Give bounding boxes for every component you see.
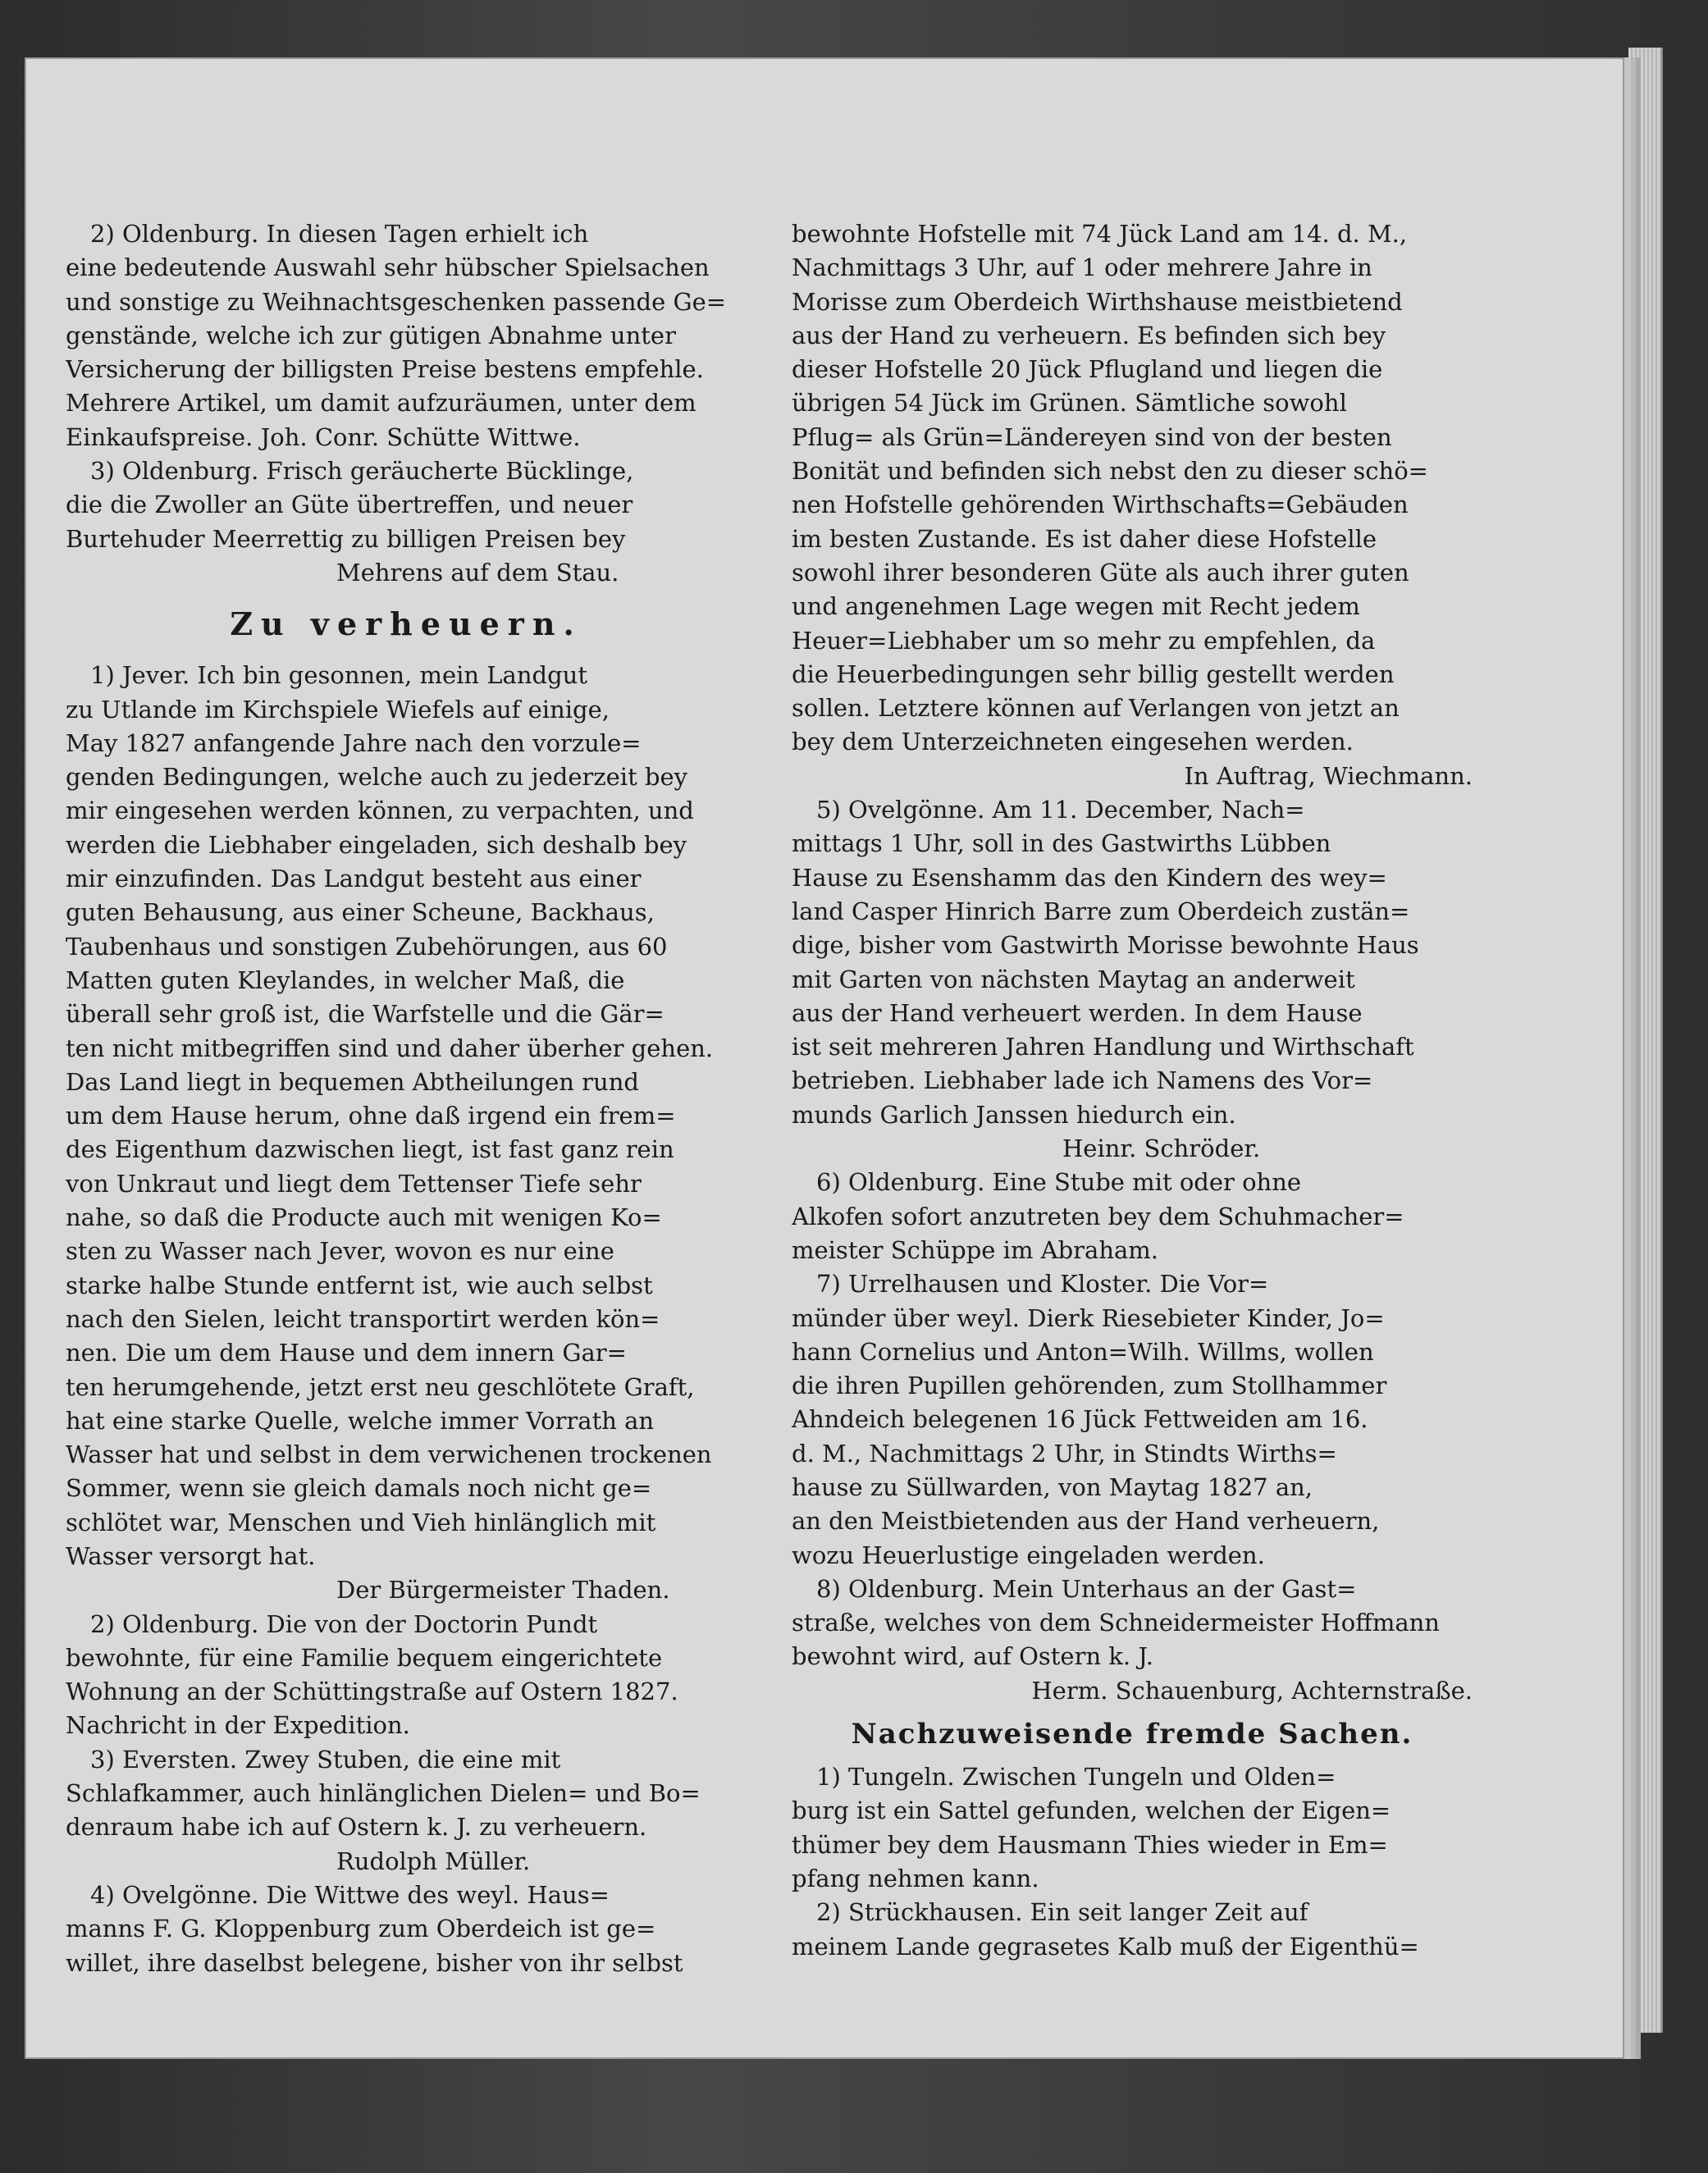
text-line: übrigen 54 Jück im Grünen. Sämtliche sowohl [792, 389, 1347, 418]
text-line: sowohl ihrer besonderen Güte als auch ihrer guten [792, 558, 1409, 587]
text-line: 5) Ovelgönne. Am 11. December, Nach= [816, 796, 1305, 824]
text-line: zu Utlande im Kirchspiele Wiefels auf einige, [66, 695, 610, 724]
text-line: sollen. Letztere können auf Verlangen von jetzt an [792, 694, 1400, 723]
text-line: bewohnte, für eine Familie bequem eingerichtete [66, 1643, 663, 1672]
text-line: Heuer=Liebhaber um so mehr zu empfehlen, da [792, 626, 1376, 655]
text-line: ten nicht mitbegriffen sind und daher überher gehen. [66, 1034, 714, 1062]
text-line: thümer bey dem Hausmann Thies wieder in Em= [792, 1830, 1388, 1859]
text-line: guten Behausung, aus einer Scheune, Backhaus, [66, 898, 655, 927]
text-line: mir einzufinden. Das Landgut besteht aus einer [66, 865, 642, 893]
text-line: des Eigenthum dazwischen liegt, ist fast ganz rein [66, 1135, 674, 1164]
text-line: an den Meistbietenden aus der Hand verheuern, [792, 1507, 1380, 1536]
text-line: aus der Hand verheuert werden. In dem Hause [792, 998, 1363, 1027]
text-line: Wasser hat und selbst in dem verwichenen trockenen [66, 1440, 712, 1469]
text-line: eine bedeutende Auswahl sehr hübscher Spielsachen [66, 253, 710, 282]
text-line: starke halbe Stunde entfernt ist, wie auch selbst [66, 1271, 653, 1299]
text-line: mittags 1 Uhr, soll in des Gastwirths Lübben [792, 829, 1331, 858]
text-line: nen. Die um dem Hause und dem innern Gar= [66, 1339, 627, 1367]
text-line: dieser Hofstelle 20 Jück Pflugland und liegen die [792, 355, 1383, 384]
text-line: Der Bürgermeister Thaden. [336, 1576, 670, 1605]
text-line: Schlafkammer, auch hinlänglichen Dielen= und Bo= [66, 1779, 701, 1808]
text-line: 3) Eversten. Zwey Stuben, die eine mit [90, 1745, 561, 1774]
text-line: straße, welches von dem Schneidermeister Hoffmann [792, 1609, 1440, 1637]
text-line: überall sehr groß ist, die Warfstelle und die Gär= [66, 1000, 664, 1029]
text-line: Das Land liegt in bequemen Abtheilungen rund [66, 1067, 639, 1096]
text-line: willet, ihre daselbst belegene, bisher von ihr selbst [66, 1948, 683, 1977]
text-line: Wohnung an der Schüttingstraße auf Ostern 1827. [66, 1678, 678, 1706]
text-line: 2) Oldenburg. In diesen Tagen erhielt ich [90, 220, 589, 248]
text-line: 7) Urrelhausen und Kloster. Die Vor= [816, 1270, 1269, 1299]
text-line: Pflug= als Grün=Ländereyen sind von der besten [792, 422, 1392, 451]
section-heading: Nachzuweisende fremde Sachen. [851, 1718, 1413, 1751]
text-line: schlötet war, Menschen und Vieh hinlänglich mit [66, 1508, 656, 1536]
text-line: genstände, welche ich zur gütigen Abnahme unter [66, 321, 676, 349]
text-line: ten herumgehende, jetzt erst neu geschlötete Graft, [66, 1372, 695, 1401]
text-line: Herm. Schauenburg, Achternstraße. [1031, 1676, 1473, 1705]
text-line: Morisse zum Oberdeich Wirthshause meistbietend [792, 287, 1403, 316]
text-line: bewohnte Hofstelle mit 74 Jück Land am 14. d. M., [792, 220, 1408, 248]
text-line: aus der Hand zu verheuern. Es befinden sich bey [792, 321, 1386, 349]
text-line: hause zu Süllwarden, von Maytag 1827 an, [792, 1472, 1313, 1501]
text-line: munds Garlich Janssen hiedurch ein. [792, 1100, 1236, 1129]
text-line: wozu Heuerlustige eingeladen werden. [792, 1541, 1265, 1569]
text-line: ist seit mehreren Jahren Handlung und Wirthschaft [792, 1033, 1414, 1061]
text-line: Wasser versorgt hat. [66, 1541, 316, 1570]
text-line: münder über weyl. Dierk Riesebieter Kinder, Jo= [792, 1303, 1385, 1332]
text-line: Einkaufspreise. Joh. Conr. Schütte Wittwe. [66, 422, 581, 451]
text-line: Matten guten Kleylandes, in welcher Maß, die [66, 966, 625, 994]
text-line: 4) Ovelgönne. Die Wittwe des weyl. Haus= [90, 1880, 610, 1909]
text-line: Taubenhaus und sonstigen Zubehörungen, aus 60 [66, 932, 668, 961]
page-edge [1628, 48, 1661, 2033]
text-line: Mehrens auf dem Stau. [336, 558, 619, 587]
text-line: May 1827 anfangende Jahre nach den vorzule= [66, 728, 642, 757]
text-line: 2) Oldenburg. Die von der Doctorin Pundt [90, 1609, 598, 1638]
text-line: Bonität und befinden sich nebst den zu dieser schö= [792, 457, 1428, 486]
text-line: nahe, so daß die Producte auch mit wenigen Ko= [66, 1203, 662, 1232]
text-line: betrieben. Liebhaber lade ich Namens des Vor= [792, 1066, 1373, 1095]
text-line: bey dem Unterzeichneten eingesehen werden. [792, 728, 1354, 756]
text-line: manns F. G. Kloppenburg zum Oberdeich ist ge= [66, 1915, 656, 1943]
right-column [792, 217, 1473, 1964]
text-line: pfang nehmen kann. [792, 1864, 1039, 1892]
text-line: denraum habe ich auf Ostern k. J. zu verheuern. [66, 1813, 647, 1842]
text-line: dige, bisher vom Gastwirth Morisse bewohnte Haus [792, 931, 1419, 960]
text-line: mit Garten von nächsten Maytag an anderweit [792, 965, 1355, 993]
text-line: sten zu Wasser nach Jever, wovon es nur eine [66, 1237, 614, 1266]
section-heading: Zu verheuern. [230, 605, 582, 643]
text-line: Heinr. Schröder. [1062, 1134, 1261, 1163]
text-line: Hause zu Esenshamm das den Kindern des wey= [792, 863, 1387, 892]
text-line: 8) Oldenburg. Mein Unterhaus an der Gast= [816, 1574, 1357, 1603]
text-line: 3) Oldenburg. Frisch geräucherte Bücklinge, [90, 457, 634, 486]
text-line: die ihren Pupillen gehörenden, zum Stollhammer [792, 1372, 1387, 1400]
text-line: die Heuerbedingungen sehr billig gestellt werden [792, 660, 1395, 688]
text-line: die die Zwoller an Güte übertreffen, und neuer [66, 491, 633, 519]
text-line: Rudolph Müller. [336, 1847, 531, 1875]
text-line: 1) Jever. Ich bin gesonnen, mein Landgut [90, 661, 587, 690]
text-line: land Casper Hinrich Barre zum Oberdeich zustän= [792, 897, 1410, 925]
text-line: von Unkraut und liegt dem Tettenser Tiefe sehr [66, 1169, 642, 1198]
text-line: 1) Tungeln. Zwischen Tungeln und Olden= [816, 1763, 1336, 1792]
text-line: Alkofen sofort anzutreten bey dem Schuhmacher= [792, 1202, 1404, 1230]
text-line: Nachmittags 3 Uhr, auf 1 oder mehrere Jahre in [792, 253, 1372, 282]
newspaper-page [25, 57, 1624, 2059]
text-line: Sommer, wenn sie gleich damals noch nicht ge= [66, 1474, 652, 1503]
text-line: Burtehuder Meerrettig zu billigen Preisen bey [66, 524, 626, 553]
text-line: meinem Lande gegrasetes Kalb muß der Eigenthü= [792, 1932, 1419, 1961]
text-line: Mehrere Artikel, um damit aufzuräumen, unter dem [66, 389, 696, 418]
text-line: Versicherung der billigsten Preise bestens empfehle. [66, 355, 704, 384]
text-line: nach den Sielen, leicht transportirt werden kön= [66, 1304, 660, 1333]
text-line: werden die Liebhaber eingeladen, sich deshalb bey [66, 830, 687, 859]
text-line: burg ist ein Sattel gefunden, welchen der Eigen= [792, 1796, 1391, 1825]
text-line: 2) Strückhausen. Ein seit langer Zeit auf [816, 1898, 1308, 1927]
text-line: nen Hofstelle gehörenden Wirthschafts=Gebäuden [792, 491, 1409, 519]
text-line: mir eingesehen werden können, zu verpachten, und [66, 797, 694, 825]
text-line: und sonstige zu Weihnachtsgeschenken passende Ge= [66, 287, 727, 316]
text-line: Nachricht in der Expedition. [66, 1711, 410, 1740]
text-line: hat eine starke Quelle, welche immer Vorrath an [66, 1406, 655, 1435]
text-line: und angenehmen Lage wegen mit Recht jedem [792, 592, 1360, 621]
text-line: meister Schüppe im Abraham. [792, 1235, 1159, 1264]
text-line: hann Cornelius und Anton=Wilh. Willms, wollen [792, 1337, 1374, 1366]
left-column [66, 217, 747, 1980]
text-line: genden Bedingungen, welche auch zu jederzeit bey [66, 763, 688, 792]
text-line: um dem Hause herum, ohne daß irgend ein frem= [66, 1102, 676, 1130]
text-line: im besten Zustande. Es ist daher diese Hofstelle [792, 524, 1377, 553]
text-line: In Auftrag, Wiechmann. [1184, 761, 1473, 790]
text-line: Ahndeich belegenen 16 Jück Fettweiden am 16. [792, 1405, 1368, 1434]
text-line: 6) Oldenburg. Eine Stube mit oder ohne [816, 1168, 1302, 1197]
text-line: d. M., Nachmittags 2 Uhr, in Stindts Wirths= [792, 1439, 1337, 1468]
text-line: bewohnt wird, auf Ostern k. J. [792, 1642, 1153, 1671]
